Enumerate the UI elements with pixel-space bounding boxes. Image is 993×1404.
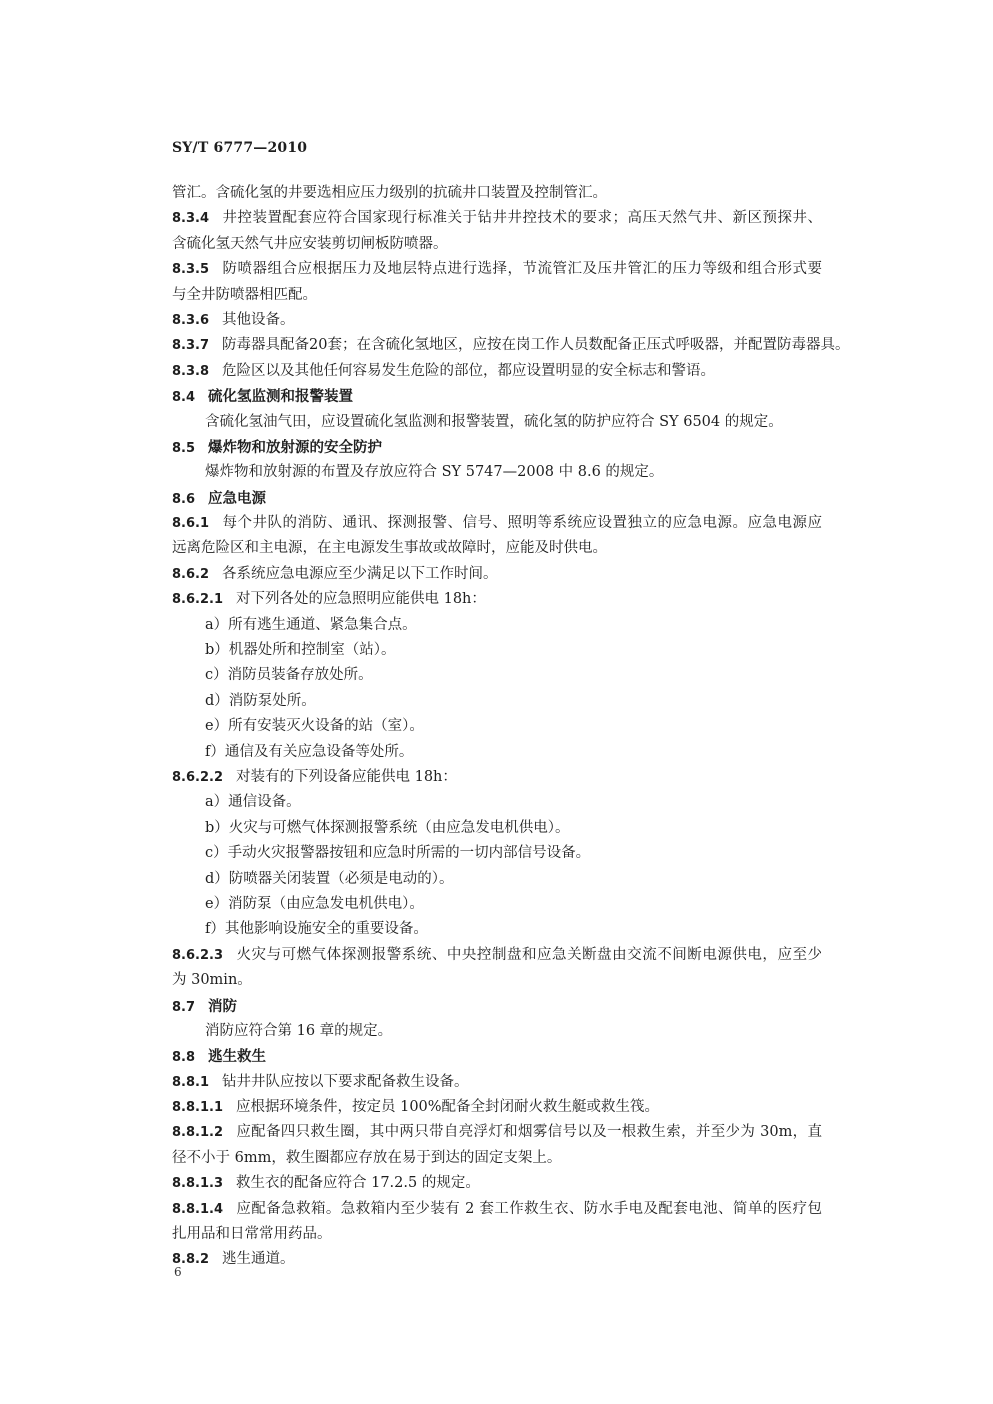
- text-line: [172, 511, 822, 536]
- heading-text: 消防: [208, 997, 238, 1015]
- text-line: [172, 460, 822, 485]
- line-text: 每个井队的消防、通讯、探测报警、信号、照明等系统应设置独立的应急电源。应急电源应: [222, 515, 822, 532]
- text-line: [172, 232, 822, 257]
- text-line: [172, 1120, 822, 1145]
- clause-number: 8.5: [172, 440, 196, 456]
- text-line: [172, 359, 822, 384]
- list-item: [172, 689, 822, 714]
- line-text: 爆炸物和放射源的布置及存放应符合 SY 5747—2008 中 8.6 的规定。: [205, 464, 664, 481]
- heading-text: 应急电源: [208, 489, 267, 507]
- list-item: [172, 714, 822, 739]
- line-text: 远离危险区和主电源，在主电源发生事故或故障时，应能及时供电。: [172, 540, 607, 557]
- heading-text: 爆炸物和放射源的安全防护: [208, 438, 383, 456]
- clause-number: 8.3.6: [172, 312, 210, 328]
- line-text: 火灾与可燃气体探测报警系统、中央控制盘和应急关断盘由交流不间断电源供电，应至少: [236, 946, 822, 963]
- heading-text: 逃生救生: [208, 1048, 267, 1066]
- clause-number: 8.8.1: [172, 1074, 210, 1090]
- clause-number: 8.6.2.2: [172, 769, 223, 785]
- text-line: [172, 308, 822, 333]
- section-heading: [172, 994, 822, 1019]
- text-line: [172, 1171, 822, 1196]
- line-text: e）所有安装灭火设备的站（室）。: [205, 718, 424, 735]
- text-line: [172, 333, 850, 358]
- text-line: [172, 562, 822, 587]
- clause-number: 8.8.2: [172, 1252, 210, 1268]
- document-body: [172, 181, 850, 1273]
- list-item: [172, 816, 822, 841]
- line-text: b）机器处所和控制室（站）。: [205, 642, 396, 659]
- line-text: e）消防泵（由应急发电机供电）。: [205, 895, 424, 912]
- line-text: 含硫化氢天然气井应安装剪切闸板防喷器。: [172, 235, 448, 252]
- clause-number: 8.3.5: [172, 262, 210, 278]
- line-text: 扎用品和日常常用药品。: [172, 1226, 332, 1243]
- list-item: [172, 841, 822, 866]
- list-item: [172, 638, 822, 663]
- line-text: d）防喷器关闭装置（必须是电动的）。: [205, 870, 454, 887]
- line-text: 消防应符合第 16 章的规定。: [205, 1022, 393, 1039]
- clause-number: 8.6: [172, 491, 196, 507]
- list-item: [172, 740, 822, 765]
- list-item: [172, 613, 822, 638]
- list-item: [172, 790, 822, 815]
- clause-number: 8.8.1.3: [172, 1176, 223, 1192]
- standard-code-header: SY/T 6777—2010: [172, 140, 308, 156]
- line-text: 各系统应急电源应至少满足以下工作时间。: [222, 565, 498, 582]
- line-text: 其他设备。: [222, 311, 295, 328]
- line-text: 径不小于 6mm，救生圈都应存放在易于到达的固定支架上。: [172, 1149, 562, 1166]
- section-heading: [172, 486, 822, 511]
- clause-number: 8.8.1.4: [172, 1201, 223, 1217]
- line-text: c）手动火灾报警器按钮和应急时所需的一切内部信号设备。: [205, 845, 591, 862]
- line-text: a）通信设备。: [205, 794, 301, 811]
- list-item: [172, 663, 822, 688]
- clause-number: 8.6.2.3: [172, 947, 223, 963]
- clause-number: 8.8.1.2: [172, 1125, 223, 1141]
- section-heading: [172, 384, 822, 409]
- line-text: 管汇。含硫化氢的井要选相应压力级别的抗硫井口装置及控制管汇。: [172, 185, 607, 201]
- text-line: [172, 1222, 822, 1247]
- line-text: 与全井防喷器相匹配。: [172, 286, 317, 303]
- line-text: a）所有逃生通道、紧急集合点。: [205, 616, 417, 633]
- line-text: 救生衣的配备应符合 17.2.5 的规定。: [236, 1175, 480, 1192]
- page-number: 6: [174, 1265, 182, 1279]
- text-line: [172, 1095, 822, 1120]
- line-text: 对下列各处的应急照明应能供电 18h：: [236, 591, 486, 608]
- text-line: [172, 206, 822, 231]
- clause-number: 8.8.1.1: [172, 1100, 223, 1116]
- clause-number: 8.3.8: [172, 363, 210, 379]
- line-text: 对装有的下列设备应能供电 18h：: [236, 768, 457, 785]
- clause-number: 8.6.1: [172, 516, 210, 532]
- line-text: f）其他影响设施安全的重要设备。: [205, 921, 428, 938]
- line-text: 应配备四只救生圈，其中两只带自亮浮灯和烟雾信号以及一根救生索，并至少为 30m，直: [236, 1124, 822, 1141]
- clause-number: 8.7: [172, 999, 196, 1015]
- line-text: 防喷器组合应根据压力及地层特点进行选择，节流管汇及压井管汇的压力等级和组合形式要: [222, 261, 822, 278]
- line-text: d）消防泵处所。: [205, 692, 316, 709]
- line-text: 防毒器具配备20套；在含硫化氢地区，应按在岗工作人员数配备正压式呼吸器，并配置防毒器具。: [222, 337, 850, 354]
- text-line: [172, 943, 822, 968]
- line-text: c）消防员装备存放处所。: [205, 667, 373, 684]
- clause-number: 8.3.7: [172, 338, 210, 354]
- line-text: 含硫化氢油气田，应设置硫化氢监测和报警装置，硫化氢的防护应符合 SY 6504 的规定。: [205, 413, 783, 430]
- text-line: [172, 1019, 822, 1044]
- text-line: [172, 181, 822, 206]
- clause-number: 8.6.2.1: [172, 592, 223, 608]
- list-item: [172, 867, 822, 892]
- text-line: [172, 1070, 822, 1095]
- section-heading: [172, 1044, 822, 1069]
- list-item: [172, 892, 822, 917]
- line-text: 井控装置配套应符合国家现行标准关于钻井井控技术的要求；高压天然气井、新区预探井、: [222, 210, 822, 227]
- line-text: 逃生通道。: [222, 1251, 295, 1268]
- line-text: 为 30min。: [172, 972, 252, 989]
- text-line: [172, 283, 822, 308]
- heading-text: 硫化氢监测和报警装置: [208, 388, 354, 406]
- line-text: f）通信及有关应急设备等处所。: [205, 743, 414, 760]
- line-text: 应配备急救箱。急救箱内至少装有 2 套工作救生衣、防水手电及配套电池、简单的医疗包: [236, 1200, 822, 1217]
- text-line: [172, 968, 822, 993]
- line-text: 应根据环境条件，按定员 100%配备全封闭耐火救生艇或救生筏。: [236, 1099, 660, 1116]
- section-heading: [172, 435, 822, 460]
- clause-number: 8.8: [172, 1050, 196, 1066]
- text-line: [172, 257, 822, 282]
- list-item: [172, 917, 822, 942]
- text-line: [172, 410, 822, 435]
- text-line: [172, 1247, 822, 1272]
- clause-number: 8.6.2: [172, 566, 210, 582]
- line-text: b）火灾与可燃气体探测报警系统（由应急发电机供电）。: [205, 819, 570, 836]
- clause-number: 8.3.4: [172, 211, 210, 227]
- text-line: [172, 765, 822, 790]
- text-line: [172, 536, 822, 561]
- text-line: [172, 1146, 822, 1171]
- text-line: [172, 1197, 822, 1222]
- clause-number: 8.4: [172, 390, 196, 406]
- line-text: 危险区以及其他任何容易发生危险的部位，都应设置明显的安全标志和警语。: [222, 362, 716, 379]
- line-text: 钻井井队应按以下要求配备救生设备。: [222, 1073, 469, 1090]
- text-line: [172, 587, 822, 612]
